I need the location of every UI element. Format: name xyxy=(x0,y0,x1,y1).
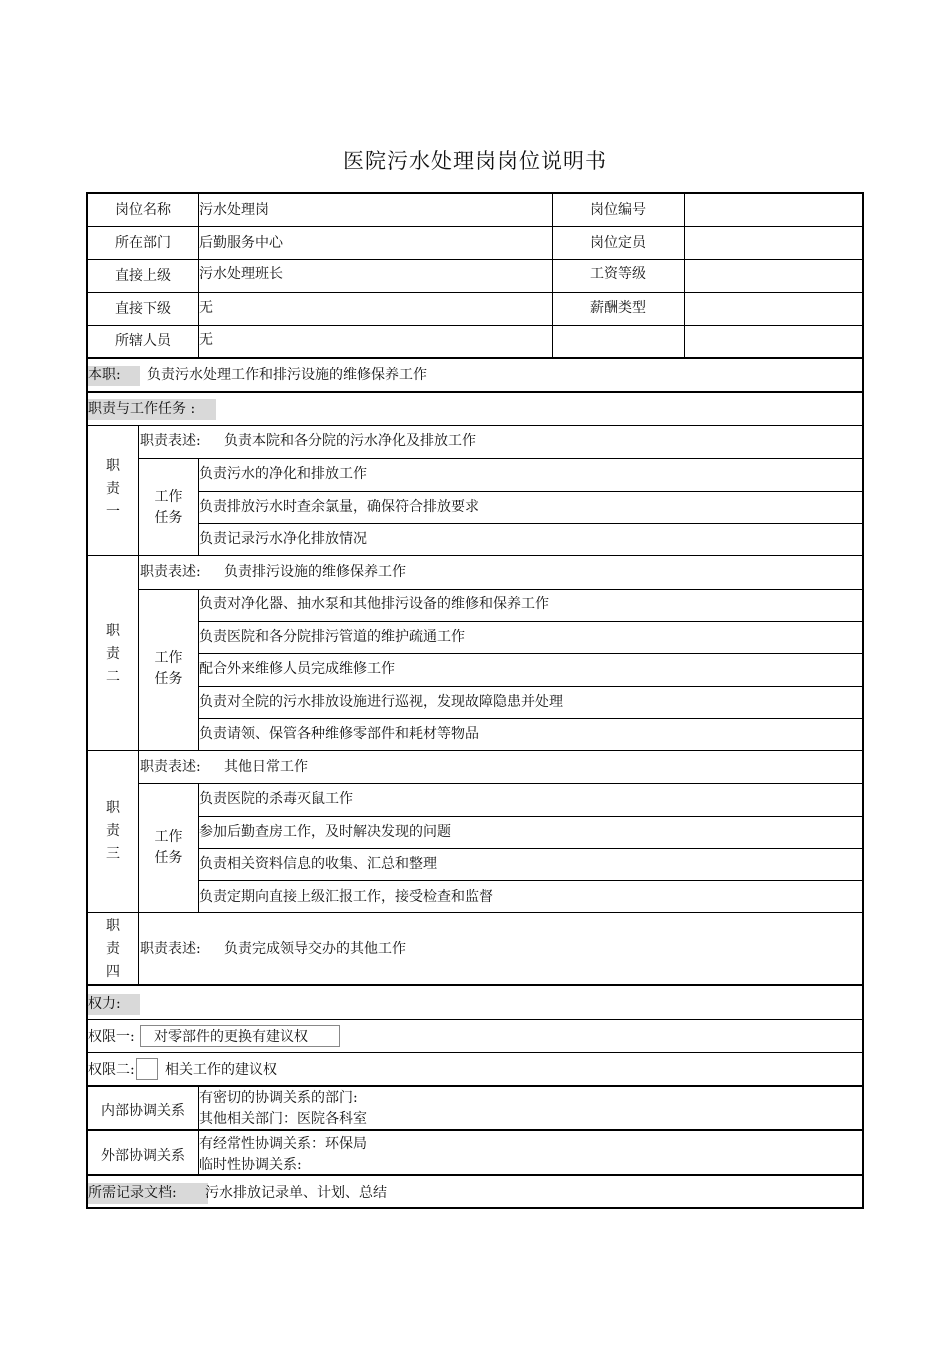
duty-1-task: 负责排放污水时查余氯量，确保符合排放要求 xyxy=(199,499,479,515)
duties-header: 职责与工作任务 : xyxy=(88,401,196,417)
duty-1-name: 职 责 一 xyxy=(106,458,120,520)
duty-3-desc: 其他日常工作 xyxy=(224,759,308,775)
superior-label: 直接上级 xyxy=(115,268,171,284)
internal-relations: 有密切的协调关系的部门: 其他相关部门：医院各科室 xyxy=(199,1090,367,1127)
records-text: 污水排放记录单、计划、总结 xyxy=(205,1185,387,1201)
duty-1-desc: 负责本院和各分院的污水净化及排放工作 xyxy=(224,433,476,449)
duty-2-task: 负责请领、保管各种维修零部件和耗材等物品 xyxy=(199,726,479,742)
authority-2-label: 权限二: xyxy=(88,1062,135,1078)
duty-1-desc-label: 职责表述: xyxy=(140,433,201,449)
staff-value: 无 xyxy=(199,332,213,348)
authority-1-text: 对零部件的更换有建议权 xyxy=(154,1029,308,1045)
duty-2-tasks-label: 工作 任务 xyxy=(154,650,183,687)
salary-grade-label: 工资等级 xyxy=(590,266,646,282)
department-value: 后勤服务中心 xyxy=(199,235,283,251)
duty-3-tasks-label: 工作 任务 xyxy=(154,829,183,866)
authority-label: 权力: xyxy=(88,996,121,1012)
authority-2-text: 相关工作的建议权 xyxy=(165,1062,277,1078)
duty-4-desc-label: 职责表述: xyxy=(140,941,201,957)
duty-3-task: 负责相关资料信息的收集、汇总和整理 xyxy=(199,856,437,872)
duty-summary-label: 本职: xyxy=(88,367,121,383)
duty-2-task: 负责医院和各分院排污管道的维护疏通工作 xyxy=(199,629,465,645)
duty-3-name: 职 责 三 xyxy=(106,800,120,862)
position-name-label: 岗位名称 xyxy=(115,202,171,218)
subordinate-value: 无 xyxy=(199,300,213,316)
duty-2-task: 负责对净化器、抽水泵和其他排污设备的维修和保养工作 xyxy=(199,596,549,612)
duty-4-name: 职 责 四 xyxy=(106,918,120,980)
duty-1-tasks-label: 工作 任务 xyxy=(154,489,183,526)
department-label: 所在部门 xyxy=(115,235,171,251)
duty-1-task: 负责污水的净化和排放工作 xyxy=(199,466,367,482)
duty-1-task: 负责记录污水净化排放情况 xyxy=(199,531,367,547)
duty-summary-text: 负责污水处理工作和排污设施的维修保养工作 xyxy=(147,367,427,383)
duty-4-desc: 负责完成领导交办的其他工作 xyxy=(224,941,406,957)
duty-2-desc: 负责排污设施的维修保养工作 xyxy=(224,564,406,580)
authority-2-box xyxy=(136,1058,158,1080)
duty-2-name: 职 责 二 xyxy=(106,623,120,685)
records-label: 所需记录文档: xyxy=(88,1185,177,1201)
duty-3-task: 负责医院的杀毒灭鼠工作 xyxy=(199,791,353,807)
subordinate-label: 直接下级 xyxy=(115,301,171,317)
position-code-label: 岗位编号 xyxy=(590,202,646,218)
pay-type-label: 薪酬类型 xyxy=(590,300,646,316)
headcount-label: 岗位定员 xyxy=(590,235,646,251)
staff-label: 所辖人员 xyxy=(115,333,171,349)
duty-2-task: 负责对全院的污水排放设施进行巡视，发现故障隐患并处理 xyxy=(199,694,563,710)
duty-3-task: 参加后勤查房工作，及时解决发现的问题 xyxy=(199,824,451,840)
external-relations-label: 外部协调关系 xyxy=(101,1148,185,1164)
duty-2-task: 配合外来维修人员完成维修工作 xyxy=(199,661,395,677)
position-name-value: 污水处理岗 xyxy=(199,202,269,218)
duty-3-desc-label: 职责表述: xyxy=(140,759,201,775)
internal-relations-label: 内部协调关系 xyxy=(101,1103,185,1119)
page-title: 医院污水处理岗岗位说明书 xyxy=(343,149,607,173)
duty-2-desc-label: 职责表述: xyxy=(140,564,201,580)
duty-3-task: 负责定期向直接上级汇报工作，接受检查和监督 xyxy=(199,889,493,905)
superior-value: 污水处理班长 xyxy=(199,266,283,282)
authority-1-label: 权限一: xyxy=(88,1029,135,1045)
external-relations: 有经常性协调关系：环保局 临时性协调关系: xyxy=(199,1136,367,1173)
job-description-table xyxy=(86,192,864,1209)
